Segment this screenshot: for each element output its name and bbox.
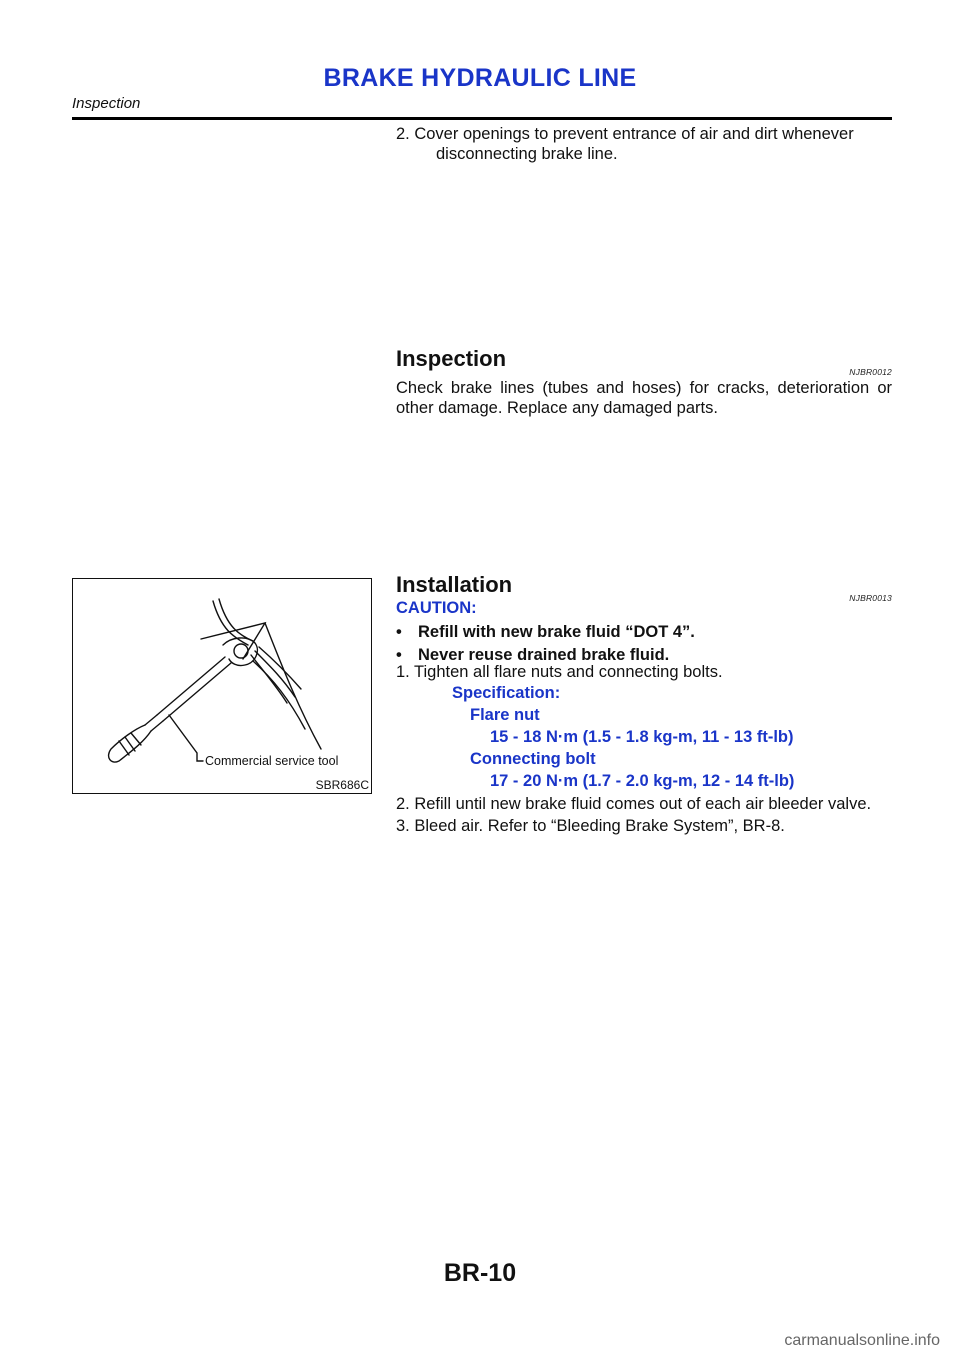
- caution-bullet-text: Refill with new brake fluid “DOT 4”.: [418, 623, 695, 641]
- page-title: BRAKE HYDRAULIC LINE: [323, 64, 637, 92]
- tighten-step: 1. Tighten all flare nuts and connecting bolts.: [396, 663, 723, 681]
- wrench-illustration: [73, 579, 371, 793]
- connecting-bolt-torque: 17 - 20 N·m (1.7 - 2.0 kg-m, 12 - 14 ft-lb): [490, 772, 795, 790]
- figure-caption: SBR686C: [315, 778, 369, 792]
- inspection-text: Check brake lines (tubes and hoses) for cracks, deterioration or other damage. Replace any damaged parts.: [396, 379, 892, 417]
- page-number: BR-10: [443, 1259, 517, 1287]
- caution-label: CAUTION:: [396, 599, 477, 617]
- inspection-heading: Inspection: [396, 346, 507, 371]
- disconnect-step: [396, 124, 892, 164]
- refill-step: 2. Refill until new brake fluid comes out of each air bleeder valve.: [396, 795, 872, 813]
- connecting-bolt-label: Connecting bolt: [470, 750, 596, 768]
- disconnect-step-line2: disconnecting brake line.: [436, 145, 618, 163]
- bleed-step: 3. Bleed air. Refer to “Bleeding Brake System”, BR-8.: [396, 817, 785, 835]
- header-rule: [72, 117, 892, 120]
- caution-bullet: [396, 623, 695, 642]
- spec-title: Specification:: [452, 684, 561, 702]
- figure-label: Commercial service tool: [205, 754, 339, 768]
- installation-ref-code: NJBR0013: [849, 593, 892, 603]
- inspection-ref-code: NJBR0012: [849, 367, 892, 377]
- flare-nut-label: Flare nut: [470, 706, 540, 724]
- flare-nut-torque: 15 - 18 N·m (1.5 - 1.8 kg-m, 11 - 13 ft-lb): [490, 728, 794, 746]
- page-subtitle: Inspection: [72, 95, 141, 112]
- bullet-mark: •: [396, 646, 402, 664]
- bullet-mark: •: [396, 623, 402, 641]
- disconnect-step-line1: 2. Cover openings to prevent entrance of air and dirt whenever: [396, 125, 854, 143]
- watermark: carmanualsonline.info: [784, 1332, 940, 1349]
- caution-bullet-text: Never reuse drained brake fluid.: [418, 646, 670, 664]
- installation-heading: Installation: [396, 572, 513, 597]
- service-tool-figure: [72, 578, 372, 794]
